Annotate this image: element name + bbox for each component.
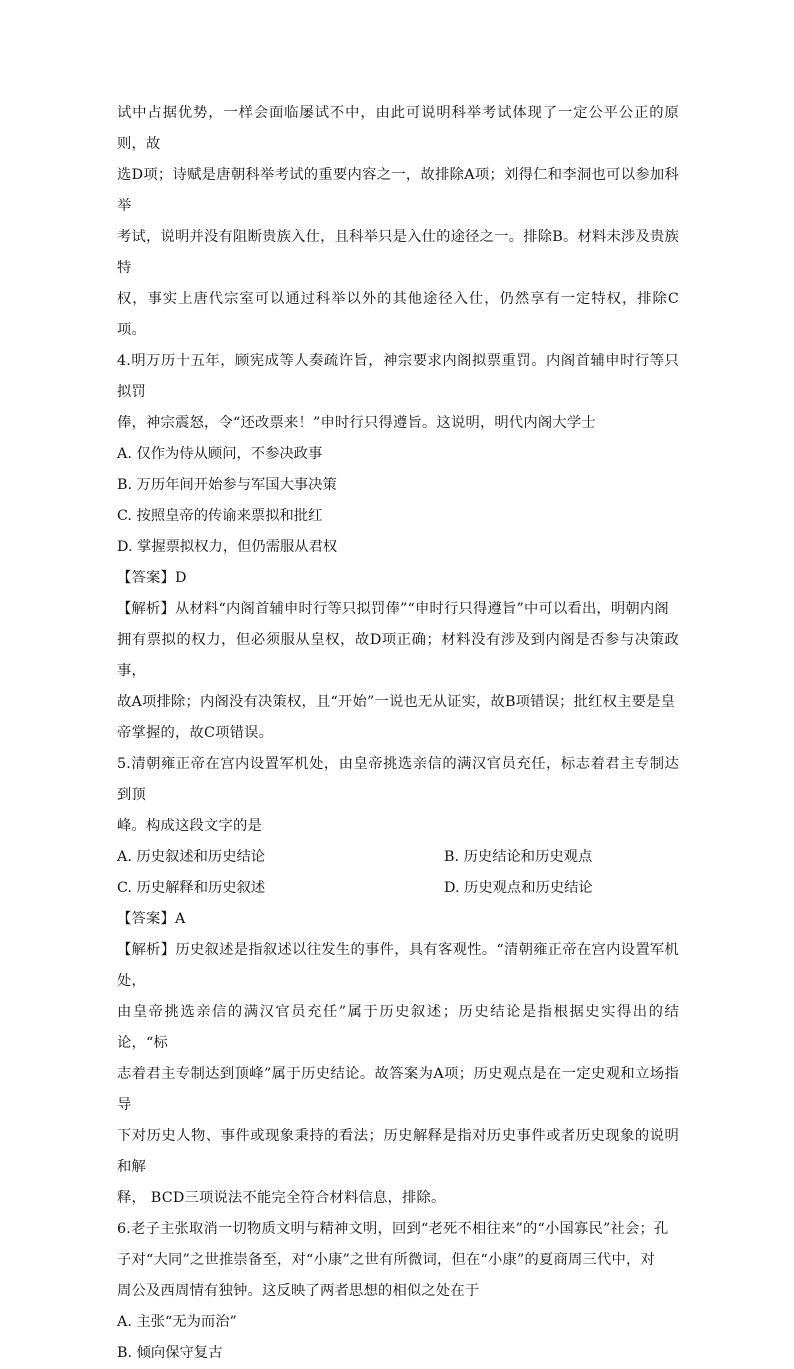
options-row (117, 842, 679, 873)
question-stem-line: 周公及西周情有独钟。这反映了两者思想的相似之处在于 (117, 1283, 480, 1299)
analysis-line: 志着君主专制达到顶峰”属于历史结论。故答案为A项；历史观点是在一定史观和立场指导 (117, 1066, 679, 1113)
analysis-line: 【解析】从材料“内阁首辅申时行等只拟罚俸”“申时行只得遵旨”中可以看出，明朝内阁 (117, 601, 669, 617)
analysis-line: 释， BCD三项说法不能完全符合材料信息，排除。 (117, 1190, 446, 1206)
continuation-line: 试中占据优势，一样会面临屡试不中，由此可说明科举考试体现了一定公平公正的原则，故 (117, 105, 679, 152)
option-b: B. 万历年间开始参与军国大事决策 (117, 477, 337, 493)
option-a: A. 主张“无为而治” (117, 1314, 237, 1330)
question-5 (117, 749, 679, 1214)
option-d: D. 历史观点和历史结论 (444, 880, 593, 896)
analysis-line: 拥有票拟的权力，但必须服从皇权，故D项正确；材料没有涉及到内阁是否参与决策政事， (117, 632, 679, 679)
analysis-line: 下对历史人物、事件或现象秉持的看法；历史解释是指对历史事件或者历史现象的说明和解 (117, 1128, 679, 1175)
analysis-line: 由皇帝挑选亲信的满汉官员充任”属于历史叙述；历史结论是指根据史实得出的结论，“标 (117, 1004, 679, 1051)
analysis-line: 故A项排除；内阁没有决策权，且“开始”一说也无从证实，故B项错误；批红权主要是皇 (117, 694, 676, 710)
option-b: B. 倾向保守复古 (117, 1345, 223, 1361)
analysis-line: 【解析】历史叙述是指叙述以往发生的事件，具有客观性。“清朝雍正帝在宫内设置军机处， (117, 942, 679, 989)
question-stem-line: 4.明万历十五年，顾宪成等人奏疏许旨，神宗要求内阁拟票重罚。内阁首辅申时行等只拟罚 (117, 353, 679, 400)
answer-label: 【答案】A (117, 911, 186, 927)
option-a: A. 仅作为侍从顾问，不参决政事 (117, 446, 323, 462)
answer-label: 【答案】D (117, 570, 187, 586)
question-stem-line: 峰。构成这段文字的是 (117, 818, 262, 834)
question-4 (117, 346, 679, 749)
question-stem-line: 俸，神宗震怒，令“还改票来！”申时行只得遵旨。这说明，明代内阁大学士 (117, 415, 596, 431)
question-stem-line: 子对“大同”之世推崇备至，对“小康”之世有所微词，但在“小康”的夏商周三代中，对 (117, 1252, 655, 1268)
question-stem-line: 6.老子主张取消一切物质文明与精神文明，回到“老死不相往来”的“小国寡民”社会；孔 (117, 1221, 669, 1237)
options-row (117, 873, 679, 904)
continuation-line: 选D项；诗赋是唐朝科举考试的重要内容之一，故排除A项；刘得仁和李洞也可以参加科举 (117, 167, 679, 214)
analysis-line: 帝掌握的，故C项错误。 (117, 725, 274, 741)
document-page (117, 98, 679, 1369)
question-stem-line: 5.清朝雍正帝在宫内设置军机处，由皇帝挑选亲信的满汉官员充任，标志着君主专制达到顶 (117, 756, 679, 803)
continuation-line: 权，事实上唐代宗室可以通过科举以外的其他途径入仕，仍然享有一定特权，排除C项。 (117, 291, 679, 338)
option-c: C. 按照皇帝的传谕来票拟和批红 (117, 508, 323, 524)
continuation-line: 考试，说明并没有阻断贵族入仕，且科举只是入仕的途径之一。排除B。材料未涉及贵族特 (117, 229, 679, 276)
option-d: D. 掌握票拟权力，但仍需服从君权 (117, 539, 338, 555)
option-c: C. 历史解释和历史叙述 (117, 880, 266, 896)
option-a: A. 历史叙述和历史结论 (117, 849, 266, 865)
option-b: B. 历史结论和历史观点 (444, 849, 593, 865)
question-6 (117, 1214, 679, 1369)
